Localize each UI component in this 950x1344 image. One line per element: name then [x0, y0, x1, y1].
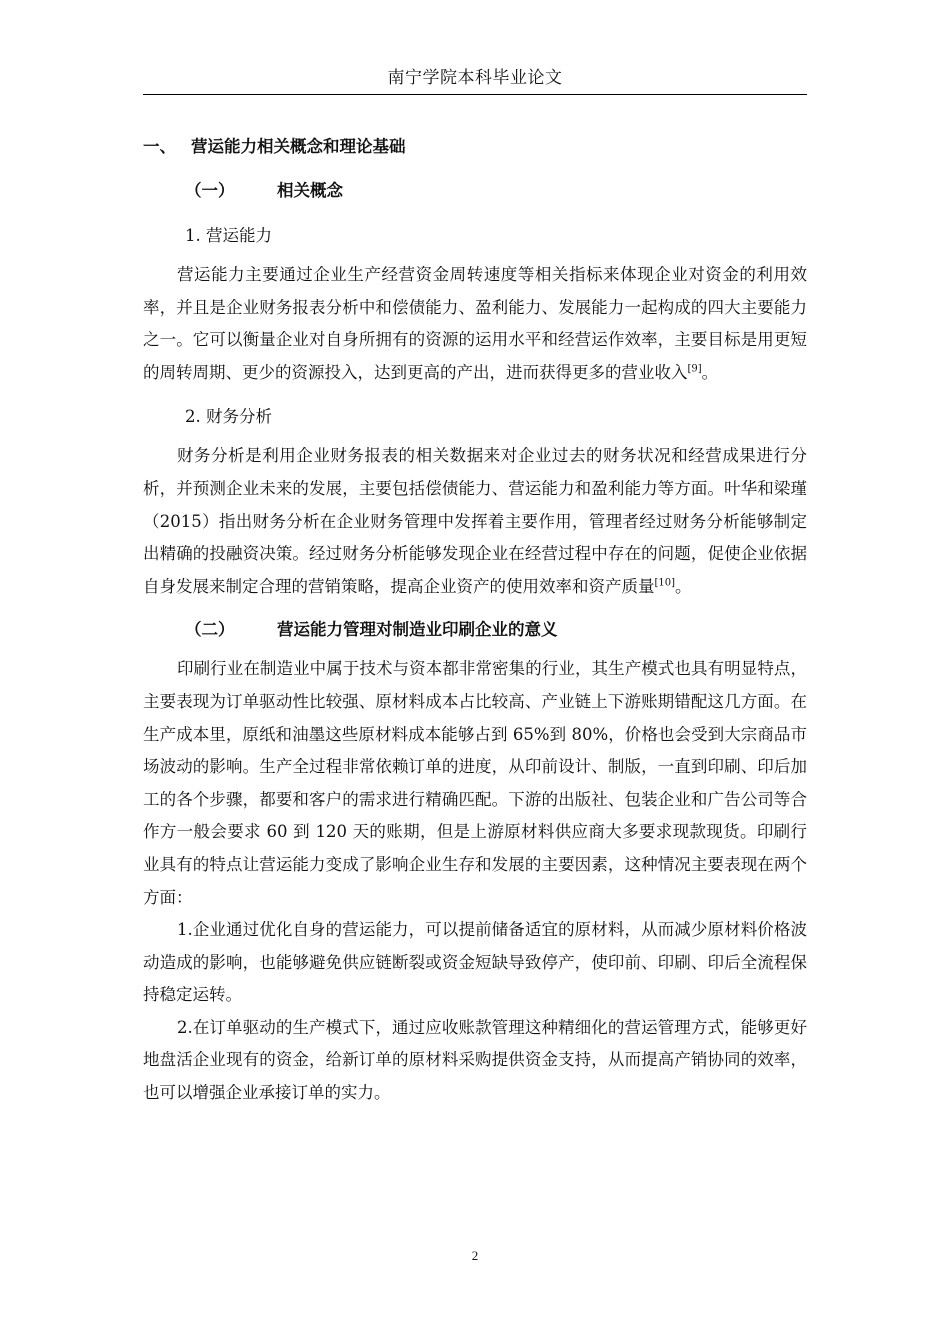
subsection-number-1: （一） [185, 181, 235, 200]
header-divider [143, 94, 807, 95]
section-number: 一、 [143, 137, 176, 156]
paragraph-operating-capacity [143, 259, 807, 389]
page-number: 2 [471, 1248, 479, 1263]
paragraph-financial-analysis-text: 财务分析是利用企业财务报表的相关数据来对企业过去的财务状况和经营成果进行分析，并预测企业未来的发展，主要包括偿债能力、营运能力和盈利能力等方面。叶华和梁瑾（2015）指出财务分析在企业财务管理中发挥着主要作用，管理者经过财务分析能够制定出精确的投融资决策。经过财务分析能够发现企业在经营过程中存在的问题，促使企业依据自身发展来制定合理的营销策略，提高企业资产的使用效率和资产质量 [143, 446, 807, 596]
paragraph-point-1: 1.企业通过优化自身的营运能力，可以提前储备适宜的原材料，从而减少原材料价格波动造成的影响，也能够避免供应链断裂或资金短缺导致停产，使印前、印刷、印后全流程保持稳定运转。 [143, 920, 807, 1005]
subsection-title-1: 相关概念 [277, 181, 343, 200]
paragraph-end-mark: 。 [701, 362, 719, 382]
item-heading-financial-analysis: 2. 财务分析 [185, 407, 272, 427]
subsection-heading-1 [143, 174, 807, 208]
subsection-number-2: （二） [185, 620, 235, 640]
subsection-title-2: 营运能力管理对制造业印刷企业的意义 [277, 620, 558, 640]
paragraph-operating-capacity-text: 营运能力主要通过企业生产经营资金周转速度等相关指标来体现企业对资金的利用效率，并且是企业财务报表分析中和偿债能力、盈利能力、发展能力一起构成的四大主要能力之一。它可以衡量企业对自身所拥有的资源的运用水平和经营运作效率，主要目标是用更短的周转周期、更少的资源投入，达到更高的产出，进而获得更多的营业收入 [143, 265, 807, 382]
paragraph-financial-analysis [143, 440, 807, 603]
citation-10: [10] [654, 577, 676, 589]
section-heading [143, 130, 807, 164]
item-heading-operating-capacity: 1. 营运能力 [185, 226, 272, 245]
section-title: 营运能力相关概念和理论基础 [191, 137, 406, 156]
subsection-heading-2 [143, 613, 807, 647]
paragraph-end-mark: 。 [675, 576, 692, 596]
paragraph-point-2: 2.在订单驱动的生产模式下，通过应收账款管理这种精细化的营运管理方式，能够更好地盘活企业现有的资金，给新订单的原材料采购提供资金支持，从而提高产销协同的效率，也可以增强企业承接订单的实力。 [143, 1017, 807, 1103]
citation-9: [9] [687, 363, 702, 375]
page-header-title: 南宁学院本科毕业论文 [387, 68, 563, 88]
paragraph-printing-industry: 印刷行业在制造业中属于技术与资本都非常密集的行业，其生产模式也具有明显特点，主要表现为订单驱动性比较强、原材料成本占比较高、产业链上下游账期错配这几方面。在生产成本里，原纸和油墨这些原材料成本能够占到 65%到 80%，价格也会受到大宗商品市场波动的影响。生产全过程非常依赖订单的进度，从印前设计、制版，一直到印刷、印后加工的各个步骤，都要和客户的需求进行精确匹配。下游的出版社、包装企业和广告公司等合作方一般会要求 60 到 120 天的账期，但是上游原材料供应商大多要求现款现货。印刷行业具有的特点让营运能力变成了影响企业生存和发展的主要因素，这种情况主要表现在两个方面： [143, 659, 807, 907]
page-body [143, 130, 807, 1110]
